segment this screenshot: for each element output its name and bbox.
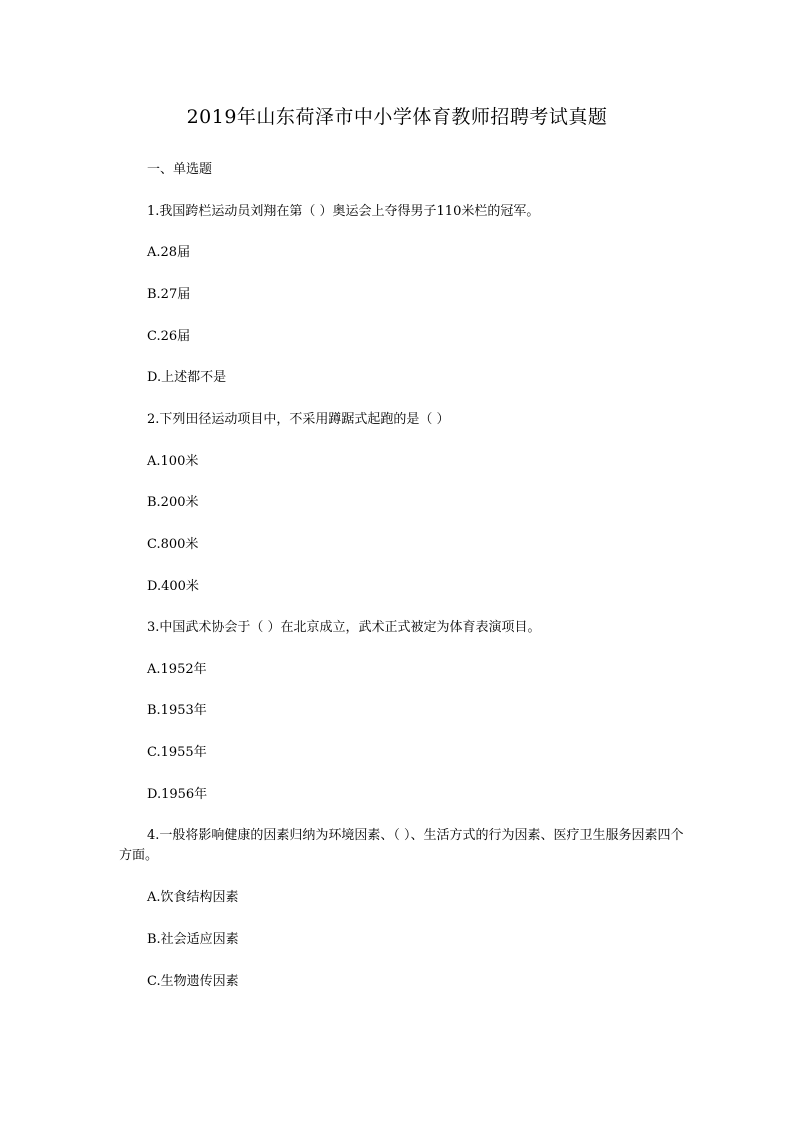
question-2-option-a: A.100米 xyxy=(147,454,199,469)
question-4-option-c: C.生物遗传因素 xyxy=(147,974,239,989)
question-1-option-a: A.28届 xyxy=(147,245,191,260)
question-1-option-c: C.26届 xyxy=(147,329,191,344)
question-2-option-d: D.400米 xyxy=(147,579,199,594)
question-4-option-b: B.社会适应因素 xyxy=(147,932,239,947)
section-heading: 一、单选题 xyxy=(147,162,213,177)
document-title: 2019年山东荷泽市中小学体育教师招聘考试真题 xyxy=(186,106,608,128)
question-4-stem: 4.一般将影响健康的因素归纳为环境因素、（ ）、生活方式的行为因素、医疗卫生服务因素四个方面。 xyxy=(119,828,684,863)
question-1-stem: 1.我国跨栏运动员刘翔在第（ ）奥运会上夺得男子110米栏的冠军。 xyxy=(147,204,540,219)
question-1-option-d: D.上述都不是 xyxy=(147,370,227,385)
question-4-option-a: A.饮食结构因素 xyxy=(147,890,239,905)
question-2-option-c: C.800米 xyxy=(147,537,199,552)
question-3-option-b: B.1953年 xyxy=(147,703,207,718)
question-3-stem: 3.中国武术协会于（ ）在北京成立，武术正式被定为体育表演项目。 xyxy=(147,620,541,635)
question-3-option-a: A.1952年 xyxy=(147,662,207,677)
question-1-option-b: B.27届 xyxy=(147,287,191,302)
question-2-option-b: B.200米 xyxy=(147,495,199,510)
question-3-option-d: D.1956年 xyxy=(147,787,208,802)
question-3-option-c: C.1955年 xyxy=(147,745,207,760)
question-2-stem: 2.下列田径运动项目中，不采用蹲踞式起跑的是（ ） xyxy=(147,412,450,427)
